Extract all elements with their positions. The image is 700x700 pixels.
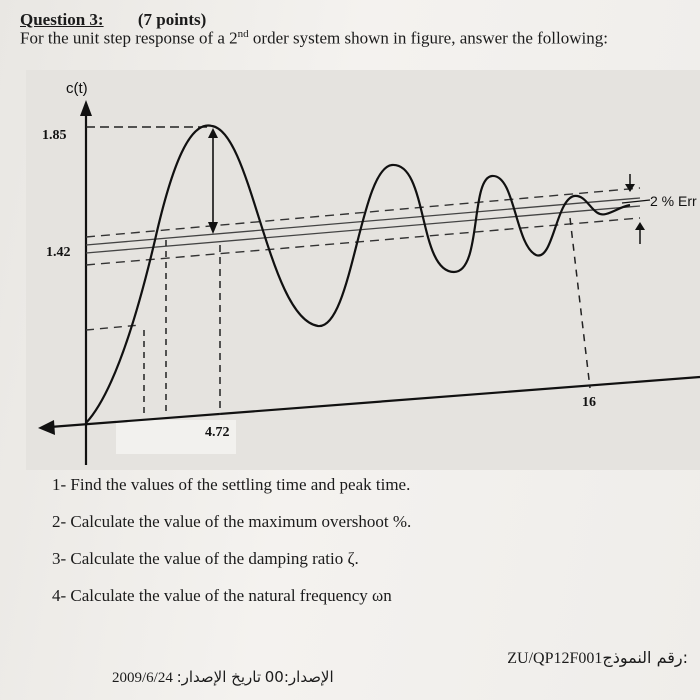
error-band-annotation: 2 % Err (650, 193, 697, 209)
intro-text-start: For the unit step response of a 2 (20, 28, 238, 48)
y-tick-label-peak: 1.85 (42, 128, 67, 143)
question-points: (7 points) (137, 10, 207, 29)
form-code-label: :رقم النموذج (602, 648, 688, 667)
version-label: الإصدار:00 (264, 668, 334, 686)
x-tick-label-peak-time: 4.72 (205, 425, 230, 440)
release-date: 2009/6/24 (112, 670, 173, 686)
question-item: 3- Calculate the value of the damping ratio ζ. (52, 549, 359, 568)
intro-text-end: order system shown in figure, answer the following: (248, 28, 608, 48)
intro-superscript: nd (237, 28, 249, 40)
y-tick-label-final: 1.42 (46, 245, 71, 260)
x-tick-label-settling-time: 16 (582, 395, 596, 410)
figure-background (26, 70, 700, 470)
question-number: Question 3: (20, 10, 104, 29)
question-item: 4- Calculate the value of the natural frequency ωn (52, 586, 392, 605)
release-date-label: تاريخ الإصدار: (176, 668, 262, 686)
version-info (112, 668, 334, 687)
question-item: 2- Calculate the value of the maximum overshoot %. (52, 512, 412, 531)
form-code-value: ZU/QP12F001 (507, 650, 603, 667)
question-item: 1- Find the values of the settling time and peak time. (52, 475, 411, 494)
question-list (52, 474, 411, 622)
y-axis-label: c(t) (66, 80, 88, 97)
form-code (507, 648, 688, 668)
